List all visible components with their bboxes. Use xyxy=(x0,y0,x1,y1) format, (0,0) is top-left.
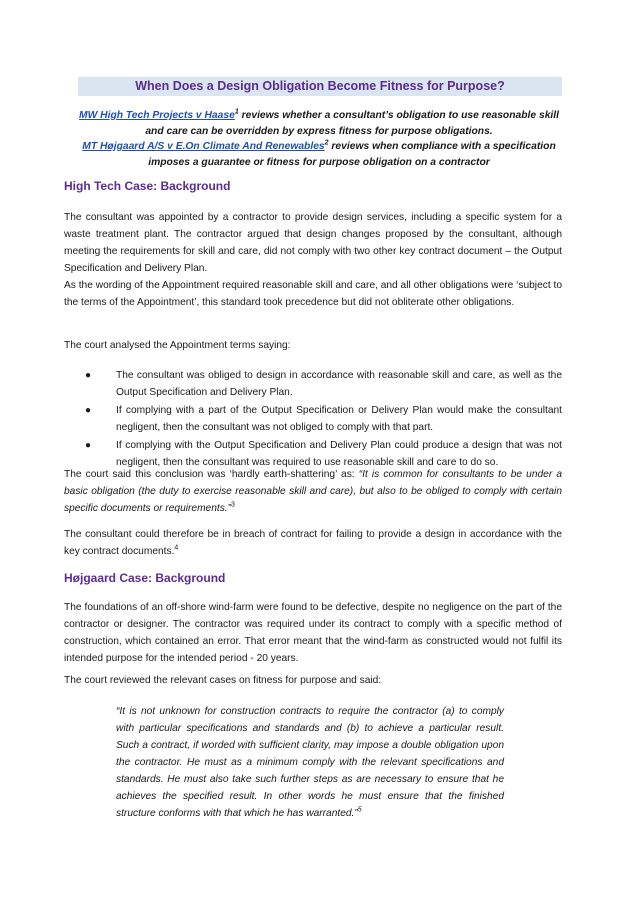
high-tech-paragraph-5 xyxy=(64,526,562,560)
intro-case2 xyxy=(64,139,574,170)
case1-text-b: and care can be overridden by express fitness for purpose obligations. xyxy=(145,125,493,137)
hojgaard-paragraph-2: The court reviewed the relevant cases on fitness for purpose and said: xyxy=(64,675,382,686)
case2-link[interactable]: MT Højgaard A/S v E.On Climate And Renewables xyxy=(82,141,325,152)
court-quote-inline: “It is common for consultants to be under a basic obligation (the duty to exercise reasonable skill and care), but also to be obliged to comply with certain specific documents or requirements.” xyxy=(64,469,563,514)
paragraph-5-text: The consultant could therefore be in breach of contract for failing to provide a design in accordance with the key contract documents. xyxy=(64,529,562,557)
list-item-text: If complying with a part of the Output Specification or Delivery Plan would make the consultant negligent, then the consultant was not obliged to comply with that part. xyxy=(116,405,562,433)
case1-text-a: reviews whether a consultant’s obligation to use reasonable skill xyxy=(238,110,559,121)
paragraph-4-plain: The court said this conclusion was ‘hardly earth-shattering’ as: xyxy=(64,469,359,480)
hojgaard-block-quote xyxy=(116,703,504,822)
list-item xyxy=(80,402,562,436)
list-item-text: If complying with the Output Specification and Delivery Plan could produce a design that was not negligent, then the consultant was required to use reasonable skill and care to do so. xyxy=(116,440,562,468)
case1-link[interactable]: MW High Tech Projects v Haase xyxy=(79,110,235,121)
case2-text-b: imposes a guarantee or fitness for purpose obligation on a contractor xyxy=(148,156,490,168)
high-tech-paragraph-4 xyxy=(64,466,562,517)
list-item xyxy=(80,367,562,401)
intro-case1 xyxy=(64,108,574,139)
page-title: When Does a Design Obligation Become Fitness for Purpose? xyxy=(135,79,505,93)
section-heading-hojgaard: Højgaard Case: Background xyxy=(64,571,226,585)
high-tech-paragraph-2: As the wording of the Appointment required reasonable skill and care, and all other obligations were ‘subject to the terms of the Appointment’, this standard took precedence but did not obliterate other obligations. xyxy=(64,280,562,308)
block-quote-text: “It is not unknown for construction contracts to require the contractor (a) to comply with particular specifications and standards and (b) to achieve a particular result. Such a contract, if worded with sufficient clarity, may impose a double obligation upon the contractor. He must as a minimum comply with the relevant specifications and standards. He must also take such further steps as are necessary to ensure that he achieves the specified result. In other words he must ensure that the finished structure conforms with that which he has warranted.” xyxy=(116,706,504,819)
appointment-terms-list xyxy=(80,367,562,472)
bullet-icon: ● xyxy=(85,440,92,451)
footnote-ref-2[interactable]: 2 xyxy=(324,139,329,147)
footnote-ref-4[interactable]: 4 xyxy=(174,544,179,552)
footnote-ref-3[interactable]: 3 xyxy=(231,501,235,509)
footnote-ref-1[interactable]: 1 xyxy=(234,108,239,116)
high-tech-paragraph-1: The consultant was appointed by a contractor to provide design services, including a specific system for a waste treatment plant. The contractor argued that design changes proposed by the consultant, although meeting the requirements for skill and care, did not comply with two other key contract document – the Output Specification and Delivery Plan. xyxy=(64,212,562,274)
high-tech-paragraph-3: The court analysed the Appointment terms saying: xyxy=(64,340,291,351)
title-banner xyxy=(78,77,562,96)
hojgaard-paragraph-1: The foundations of an off-shore wind-farm were found to be defective, despite no negligence on the part of the contractor or designer. The contractor was required under its contract to comply with a specific method of construction, which contained an error. That error meant that the wind-farm as constructed would not fulfil its intended purpose for the intended period - 20 years. xyxy=(64,602,562,664)
case2-text-a: reviews when compliance with a specification xyxy=(328,141,556,152)
bullet-icon: ● xyxy=(85,405,92,416)
bullet-icon: ● xyxy=(85,370,92,381)
footnote-ref-5[interactable]: 5 xyxy=(357,806,362,814)
section-heading-high-tech: High Tech Case: Background xyxy=(64,179,231,193)
list-item-text: The consultant was obliged to design in accordance with reasonable skill and care, as well as the Output Specification and Delivery Plan. xyxy=(116,370,562,398)
